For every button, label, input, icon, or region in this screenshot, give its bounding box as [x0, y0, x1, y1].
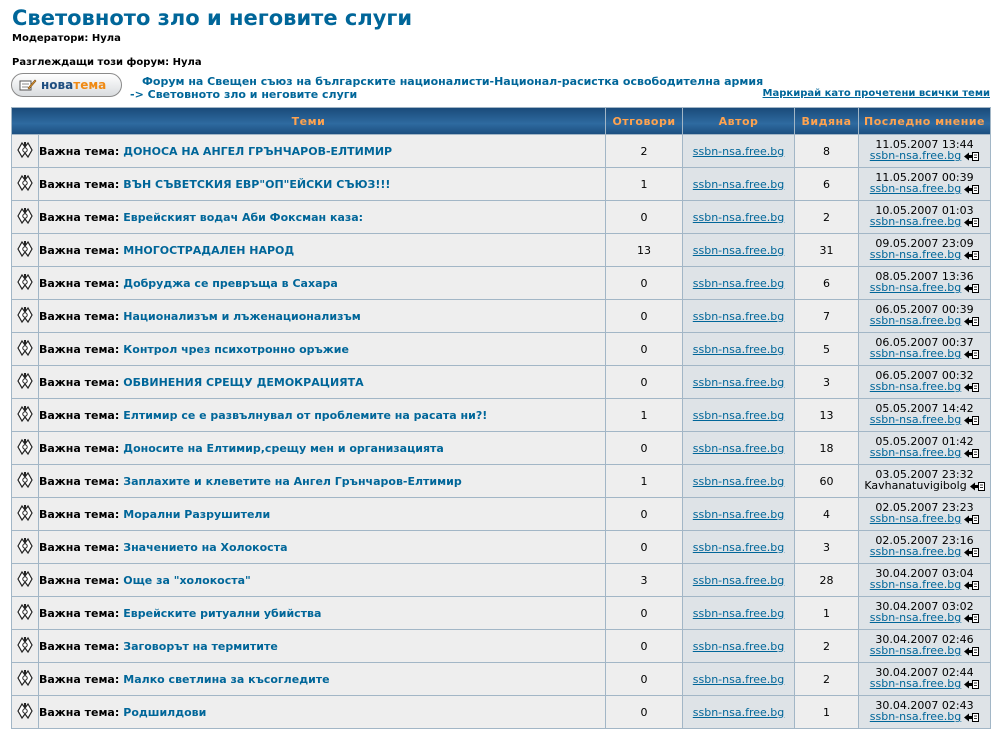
breadcrumb-separator: -> — [130, 88, 144, 101]
topic-folder-icon-cell — [12, 300, 38, 332]
sticky-topic-icon — [16, 413, 34, 426]
last-post-cell — [859, 267, 990, 299]
topic-title-cell — [39, 432, 605, 464]
topic-replies: 0 — [606, 531, 682, 563]
topic-views: 3 — [795, 366, 858, 398]
topic-replies: 1 — [606, 465, 682, 497]
sticky-label: Важна тема: — [39, 408, 120, 422]
sticky-label: Важна тема: — [39, 243, 120, 257]
topic-title-cell — [39, 531, 605, 563]
sticky-topic-icon — [16, 215, 34, 228]
last-post-date: 11.05.2007 13:44 — [875, 138, 974, 151]
topic-author-link[interactable]: ssbn-nsa.free.bg — [692, 540, 785, 554]
topic-replies: 2 — [606, 135, 682, 167]
table-row — [12, 267, 990, 299]
topic-views: 1 — [795, 597, 858, 629]
topics-table-body — [12, 135, 990, 728]
last-post-cell — [859, 597, 990, 629]
topic-folder-icon-cell — [12, 663, 38, 695]
topic-views: 31 — [795, 234, 858, 266]
last-post-date: 30.04.2007 03:04 — [875, 567, 974, 580]
last-post-user-link[interactable]: ssbn-nsa.free.bg — [869, 149, 962, 162]
topic-author-cell — [683, 300, 794, 332]
last-post-user-link[interactable]: Kavhanatuvigibolg — [864, 479, 967, 492]
topic-author-link[interactable]: ssbn-nsa.free.bg — [692, 705, 785, 719]
topic-folder-icon-cell — [12, 399, 38, 431]
sticky-label: Важна тема: — [39, 540, 120, 554]
table-row — [12, 465, 990, 497]
topic-replies: 0 — [606, 663, 682, 695]
sticky-label: Важна тема: — [39, 474, 120, 488]
topic-title-link[interactable]: Значението на Холокоста — [123, 540, 288, 554]
sticky-label: Важна тема: — [39, 606, 120, 620]
sticky-topic-icon — [16, 182, 34, 195]
goto-last-post-icon[interactable] — [963, 350, 979, 361]
last-post-cell — [859, 432, 990, 464]
topic-views: 18 — [795, 432, 858, 464]
sticky-label: Важна тема: — [39, 210, 120, 224]
topic-title-link[interactable]: Морални Разрушители — [123, 507, 271, 521]
topic-folder-icon-cell — [12, 597, 38, 629]
sticky-label: Важна тема: — [39, 573, 120, 587]
goto-last-post-icon[interactable] — [963, 548, 979, 559]
topic-folder-icon-cell — [12, 168, 38, 200]
last-post-user-link[interactable]: ssbn-nsa.free.bg — [869, 545, 962, 558]
topic-author-link[interactable]: ssbn-nsa.free.bg — [692, 309, 785, 323]
header-replies: Отговори — [606, 108, 682, 134]
topic-views: 2 — [795, 663, 858, 695]
topic-views: 6 — [795, 168, 858, 200]
table-row — [12, 399, 990, 431]
topic-title-cell — [39, 564, 605, 596]
last-post-cell — [859, 366, 990, 398]
last-post-user-link[interactable]: ssbn-nsa.free.bg — [869, 314, 962, 327]
topic-author-link[interactable]: ssbn-nsa.free.bg — [692, 210, 785, 224]
topic-author-link[interactable]: ssbn-nsa.free.bg — [692, 639, 785, 653]
table-row — [12, 333, 990, 365]
last-post-date: 05.05.2007 01:42 — [875, 435, 974, 448]
table-row — [12, 300, 990, 332]
topic-folder-icon-cell — [12, 333, 38, 365]
topic-replies: 0 — [606, 333, 682, 365]
sticky-topic-icon — [16, 314, 34, 327]
page-title[interactable]: Световното зло и неговите слуги — [12, 6, 413, 30]
topic-title-link[interactable]: ОБВИНЕНИЯ СРЕЩУ ДЕМОКРАЦИЯТА — [123, 375, 364, 389]
topic-title-cell — [39, 663, 605, 695]
topic-author-cell — [683, 597, 794, 629]
topic-views: 7 — [795, 300, 858, 332]
last-post-user-link[interactable]: ssbn-nsa.free.bg — [869, 710, 962, 723]
topic-replies: 0 — [606, 300, 682, 332]
last-post-user-link[interactable]: ssbn-nsa.free.bg — [869, 644, 962, 657]
table-header-row — [12, 108, 990, 134]
last-post-date: 30.04.2007 02:44 — [875, 666, 974, 679]
table-row — [12, 432, 990, 464]
goto-last-post-icon[interactable] — [963, 581, 979, 592]
topic-title-link[interactable]: ДОНОСА НА АНГЕЛ ГРЪНЧАРОВ-ЕЛТИМИР — [123, 144, 393, 158]
new-topic-button[interactable] — [11, 73, 122, 97]
last-post-user-link[interactable]: ssbn-nsa.free.bg — [869, 446, 962, 459]
goto-last-post-icon[interactable] — [963, 647, 979, 658]
last-post-cell — [859, 498, 990, 530]
topic-title-link[interactable]: ВЪН СЪВЕТСКИЯ ЕВР"ОП"ЕЙСКИ СЪЮЗ!!! — [123, 177, 391, 191]
topic-title-cell — [39, 267, 605, 299]
topic-author-link[interactable]: ssbn-nsa.free.bg — [692, 276, 785, 290]
sticky-label: Важна тема: — [39, 342, 120, 356]
goto-last-post-icon[interactable] — [963, 251, 979, 262]
last-post-user-link[interactable]: ssbn-nsa.free.bg — [869, 578, 962, 591]
topic-author-link[interactable]: ssbn-nsa.free.bg — [692, 441, 785, 455]
topic-replies: 0 — [606, 630, 682, 662]
breadcrumb — [130, 75, 770, 101]
topic-author-cell — [683, 168, 794, 200]
topic-author-cell — [683, 432, 794, 464]
goto-last-post-icon[interactable] — [963, 416, 979, 427]
topic-author-cell — [683, 564, 794, 596]
topic-views: 6 — [795, 267, 858, 299]
topic-title-link[interactable]: Добруджа се превръща в Сахара — [123, 276, 338, 290]
last-post-date: 09.05.2007 23:09 — [875, 237, 974, 250]
topic-folder-icon-cell — [12, 564, 38, 596]
topic-title-link[interactable]: Доносите на Елтимир,срещу мен и организацията — [123, 441, 444, 455]
topic-folder-icon-cell — [12, 531, 38, 563]
topic-author-cell — [683, 201, 794, 233]
new-topic-label-part2: тема — [73, 78, 107, 92]
topic-replies: 0 — [606, 366, 682, 398]
last-post-cell — [859, 564, 990, 596]
sticky-topic-icon — [16, 578, 34, 591]
topic-title-cell — [39, 399, 605, 431]
last-post-user-link[interactable]: ssbn-nsa.free.bg — [869, 248, 962, 261]
topic-folder-icon-cell — [12, 432, 38, 464]
header-topics: Теми — [12, 108, 605, 134]
topic-replies: 0 — [606, 597, 682, 629]
topics-table — [11, 107, 991, 729]
topic-author-cell — [683, 498, 794, 530]
topic-author-link[interactable]: ssbn-nsa.free.bg — [692, 177, 785, 191]
last-post-user-link[interactable]: ssbn-nsa.free.bg — [869, 182, 962, 195]
sticky-topic-icon — [16, 644, 34, 657]
topic-title-link[interactable]: МНОГОСТРАДАЛЕН НАРОД — [123, 243, 295, 257]
last-post-date: 30.04.2007 02:43 — [875, 699, 974, 712]
last-post-date: 03.05.2007 23:32 — [875, 468, 974, 481]
topic-author-cell — [683, 234, 794, 266]
sticky-label: Важна тема: — [39, 705, 120, 719]
last-post-cell — [859, 531, 990, 563]
table-row — [12, 498, 990, 530]
topic-author-link[interactable]: ssbn-nsa.free.bg — [692, 375, 785, 389]
table-row — [12, 630, 990, 662]
last-post-user-link[interactable]: ssbn-nsa.free.bg — [869, 677, 962, 690]
topic-author-link[interactable]: ssbn-nsa.free.bg — [692, 606, 785, 620]
sticky-label: Важна тема: — [39, 276, 120, 290]
last-post-cell — [859, 663, 990, 695]
topic-folder-icon-cell — [12, 267, 38, 299]
last-post-date: 10.05.2007 01:03 — [875, 204, 974, 217]
pencil-icon — [19, 78, 37, 92]
last-post-user-link[interactable]: ssbn-nsa.free.bg — [869, 512, 962, 525]
last-post-date: 05.05.2007 14:42 — [875, 402, 974, 415]
topic-title-link[interactable]: Заплахите и клеветите на Ангел Грънчаров-Елтимир — [123, 474, 462, 488]
sticky-label: Важна тема: — [39, 144, 120, 158]
table-row — [12, 366, 990, 398]
topic-replies: 3 — [606, 564, 682, 596]
sticky-label: Важна тема: — [39, 309, 120, 323]
topic-author-link[interactable]: ssbn-nsa.free.bg — [692, 573, 785, 587]
last-post-cell — [859, 696, 990, 728]
goto-last-post-icon[interactable] — [963, 317, 979, 328]
last-post-cell — [859, 168, 990, 200]
topic-folder-icon-cell — [12, 498, 38, 530]
last-post-user-link[interactable]: ssbn-nsa.free.bg — [869, 380, 962, 393]
goto-last-post-icon[interactable] — [963, 614, 979, 625]
topic-folder-icon-cell — [12, 234, 38, 266]
moderators-line: Модератори: Нула — [12, 33, 121, 44]
sticky-label: Важна тема: — [39, 639, 120, 653]
topic-author-link[interactable]: ssbn-nsa.free.bg — [692, 144, 785, 158]
last-post-user-link[interactable]: ssbn-nsa.free.bg — [869, 281, 962, 294]
sticky-label: Важна тема: — [39, 441, 120, 455]
sticky-topic-icon — [16, 710, 34, 723]
topic-title-cell — [39, 465, 605, 497]
goto-last-post-icon[interactable] — [963, 515, 979, 526]
topic-title-cell — [39, 234, 605, 266]
topic-title-cell — [39, 630, 605, 662]
last-post-cell — [859, 630, 990, 662]
topic-title-cell — [39, 333, 605, 365]
last-post-cell — [859, 201, 990, 233]
topic-views: 2 — [795, 630, 858, 662]
topic-views: 3 — [795, 531, 858, 563]
topic-title-cell — [39, 135, 605, 167]
table-row — [12, 564, 990, 596]
topic-title-cell — [39, 597, 605, 629]
sticky-topic-icon — [16, 248, 34, 261]
topic-author-link[interactable]: ssbn-nsa.free.bg — [692, 342, 785, 356]
last-post-date: 08.05.2007 13:36 — [875, 270, 974, 283]
sticky-topic-icon — [16, 347, 34, 360]
topic-title-cell — [39, 201, 605, 233]
topic-views: 13 — [795, 399, 858, 431]
topic-author-cell — [683, 366, 794, 398]
last-post-user-link[interactable]: ssbn-nsa.free.bg — [869, 611, 962, 624]
goto-last-post-icon[interactable] — [963, 218, 979, 229]
table-row — [12, 168, 990, 200]
topic-title-link[interactable]: Елтимир се е развълнувал от проблемите на расата ни?! — [123, 408, 488, 422]
sticky-topic-icon — [16, 380, 34, 393]
sticky-topic-icon — [16, 512, 34, 525]
topic-title-link[interactable]: Родшилдови — [123, 705, 207, 719]
topic-views: 2 — [795, 201, 858, 233]
topic-replies: 0 — [606, 498, 682, 530]
last-post-cell — [859, 465, 990, 497]
last-post-date: 02.05.2007 23:16 — [875, 534, 974, 547]
sticky-topic-icon — [16, 149, 34, 162]
last-post-cell — [859, 333, 990, 365]
last-post-cell — [859, 300, 990, 332]
table-row — [12, 201, 990, 233]
topic-views: 8 — [795, 135, 858, 167]
last-post-date: 02.05.2007 23:23 — [875, 501, 974, 514]
topic-replies: 1 — [606, 168, 682, 200]
goto-last-post-icon[interactable] — [963, 152, 979, 163]
topic-title-link[interactable]: Още за "холокоста" — [123, 573, 251, 587]
topic-title-link[interactable]: Заговорът на термитите — [123, 639, 278, 653]
topic-title-link[interactable]: Контрол чрез психотронно оръжие — [123, 342, 349, 356]
sticky-topic-icon — [16, 281, 34, 294]
table-row — [12, 696, 990, 728]
last-post-user-link[interactable]: ssbn-nsa.free.bg — [869, 347, 962, 360]
topic-folder-icon-cell — [12, 366, 38, 398]
sticky-label: Важна тема: — [39, 672, 120, 686]
last-post-date: 06.05.2007 00:32 — [875, 369, 974, 382]
last-post-date: 30.04.2007 02:46 — [875, 633, 974, 646]
topic-author-link[interactable]: ssbn-nsa.free.bg — [692, 408, 785, 422]
topic-author-cell — [683, 531, 794, 563]
sticky-topic-icon — [16, 545, 34, 558]
sticky-label: Важна тема: — [39, 177, 120, 191]
topic-author-link[interactable]: ssbn-nsa.free.bg — [692, 474, 785, 488]
topic-folder-icon-cell — [12, 135, 38, 167]
last-post-user-link[interactable]: ssbn-nsa.free.bg — [869, 215, 962, 228]
goto-last-post-icon[interactable] — [963, 449, 979, 460]
sticky-label: Важна тема: — [39, 507, 120, 521]
topic-title-cell — [39, 168, 605, 200]
breadcrumb-forum-link[interactable]: Форум на Свещен съюз на българските националисти-Национал-расистка освободителна армия — [142, 75, 764, 88]
topic-replies: 0 — [606, 432, 682, 464]
viewers-line: Разглеждащи този форум: Нула — [12, 57, 202, 68]
topic-folder-icon-cell — [12, 465, 38, 497]
topic-author-cell — [683, 267, 794, 299]
topic-author-link[interactable]: ssbn-nsa.free.bg — [692, 243, 785, 257]
sticky-topic-icon — [16, 446, 34, 459]
topic-views: 60 — [795, 465, 858, 497]
goto-last-post-icon[interactable] — [963, 713, 979, 724]
topic-replies: 13 — [606, 234, 682, 266]
sticky-label: Важна тема: — [39, 375, 120, 389]
topic-author-cell — [683, 399, 794, 431]
goto-last-post-icon[interactable] — [963, 383, 979, 394]
header-last-post: Последно мнение — [859, 108, 990, 134]
topic-title-link[interactable]: Еврейските ритуални убийства — [123, 606, 322, 620]
topic-replies: 0 — [606, 267, 682, 299]
topic-author-cell — [683, 465, 794, 497]
topic-author-cell — [683, 630, 794, 662]
last-post-date: 30.04.2007 03:02 — [875, 600, 974, 613]
last-post-cell — [859, 135, 990, 167]
last-post-cell — [859, 234, 990, 266]
mark-all-read-link[interactable]: Маркирай като прочетени всички теми — [762, 88, 990, 99]
new-topic-label-part1: нова — [41, 78, 74, 92]
breadcrumb-current-link[interactable]: Световното зло и неговите слуги — [147, 88, 358, 101]
last-post-user-link[interactable]: ssbn-nsa.free.bg — [869, 413, 962, 426]
header-views: Видяна — [795, 108, 858, 134]
topic-author-cell — [683, 696, 794, 728]
last-post-date: 06.05.2007 00:39 — [875, 303, 974, 316]
goto-last-post-icon[interactable] — [963, 185, 979, 196]
last-post-date: 11.05.2007 00:39 — [875, 171, 974, 184]
topic-title-link[interactable]: Национализъм и лъженационализъм — [123, 309, 361, 323]
topic-folder-icon-cell — [12, 696, 38, 728]
topic-author-cell — [683, 663, 794, 695]
table-row — [12, 597, 990, 629]
topic-title-cell — [39, 366, 605, 398]
table-row — [12, 234, 990, 266]
last-post-cell — [859, 399, 990, 431]
topic-views: 4 — [795, 498, 858, 530]
topic-views: 5 — [795, 333, 858, 365]
sticky-topic-icon — [16, 677, 34, 690]
topic-replies: 0 — [606, 696, 682, 728]
topic-folder-icon-cell — [12, 630, 38, 662]
sticky-topic-icon — [16, 611, 34, 624]
topic-author-cell — [683, 135, 794, 167]
topic-title-link[interactable]: Еврейският водач Аби Фоксман каза: — [123, 210, 364, 224]
table-row — [12, 135, 990, 167]
table-row — [12, 531, 990, 563]
table-row — [12, 663, 990, 695]
topic-author-link[interactable]: ssbn-nsa.free.bg — [692, 672, 785, 686]
topic-author-cell — [683, 333, 794, 365]
topic-views: 1 — [795, 696, 858, 728]
last-post-date: 06.05.2007 00:37 — [875, 336, 974, 349]
topic-views: 28 — [795, 564, 858, 596]
topic-title-link[interactable]: Малко светлина за късогледите — [123, 672, 330, 686]
goto-last-post-icon[interactable] — [963, 680, 979, 691]
topic-title-cell — [39, 696, 605, 728]
topic-folder-icon-cell — [12, 201, 38, 233]
topic-replies: 0 — [606, 201, 682, 233]
sticky-topic-icon — [16, 479, 34, 492]
goto-last-post-icon[interactable] — [963, 284, 979, 295]
topic-author-link[interactable]: ssbn-nsa.free.bg — [692, 507, 785, 521]
goto-last-post-icon[interactable] — [969, 482, 985, 493]
topic-title-cell — [39, 300, 605, 332]
header-author: Автор — [683, 108, 794, 134]
topic-title-cell — [39, 498, 605, 530]
topic-replies: 1 — [606, 399, 682, 431]
